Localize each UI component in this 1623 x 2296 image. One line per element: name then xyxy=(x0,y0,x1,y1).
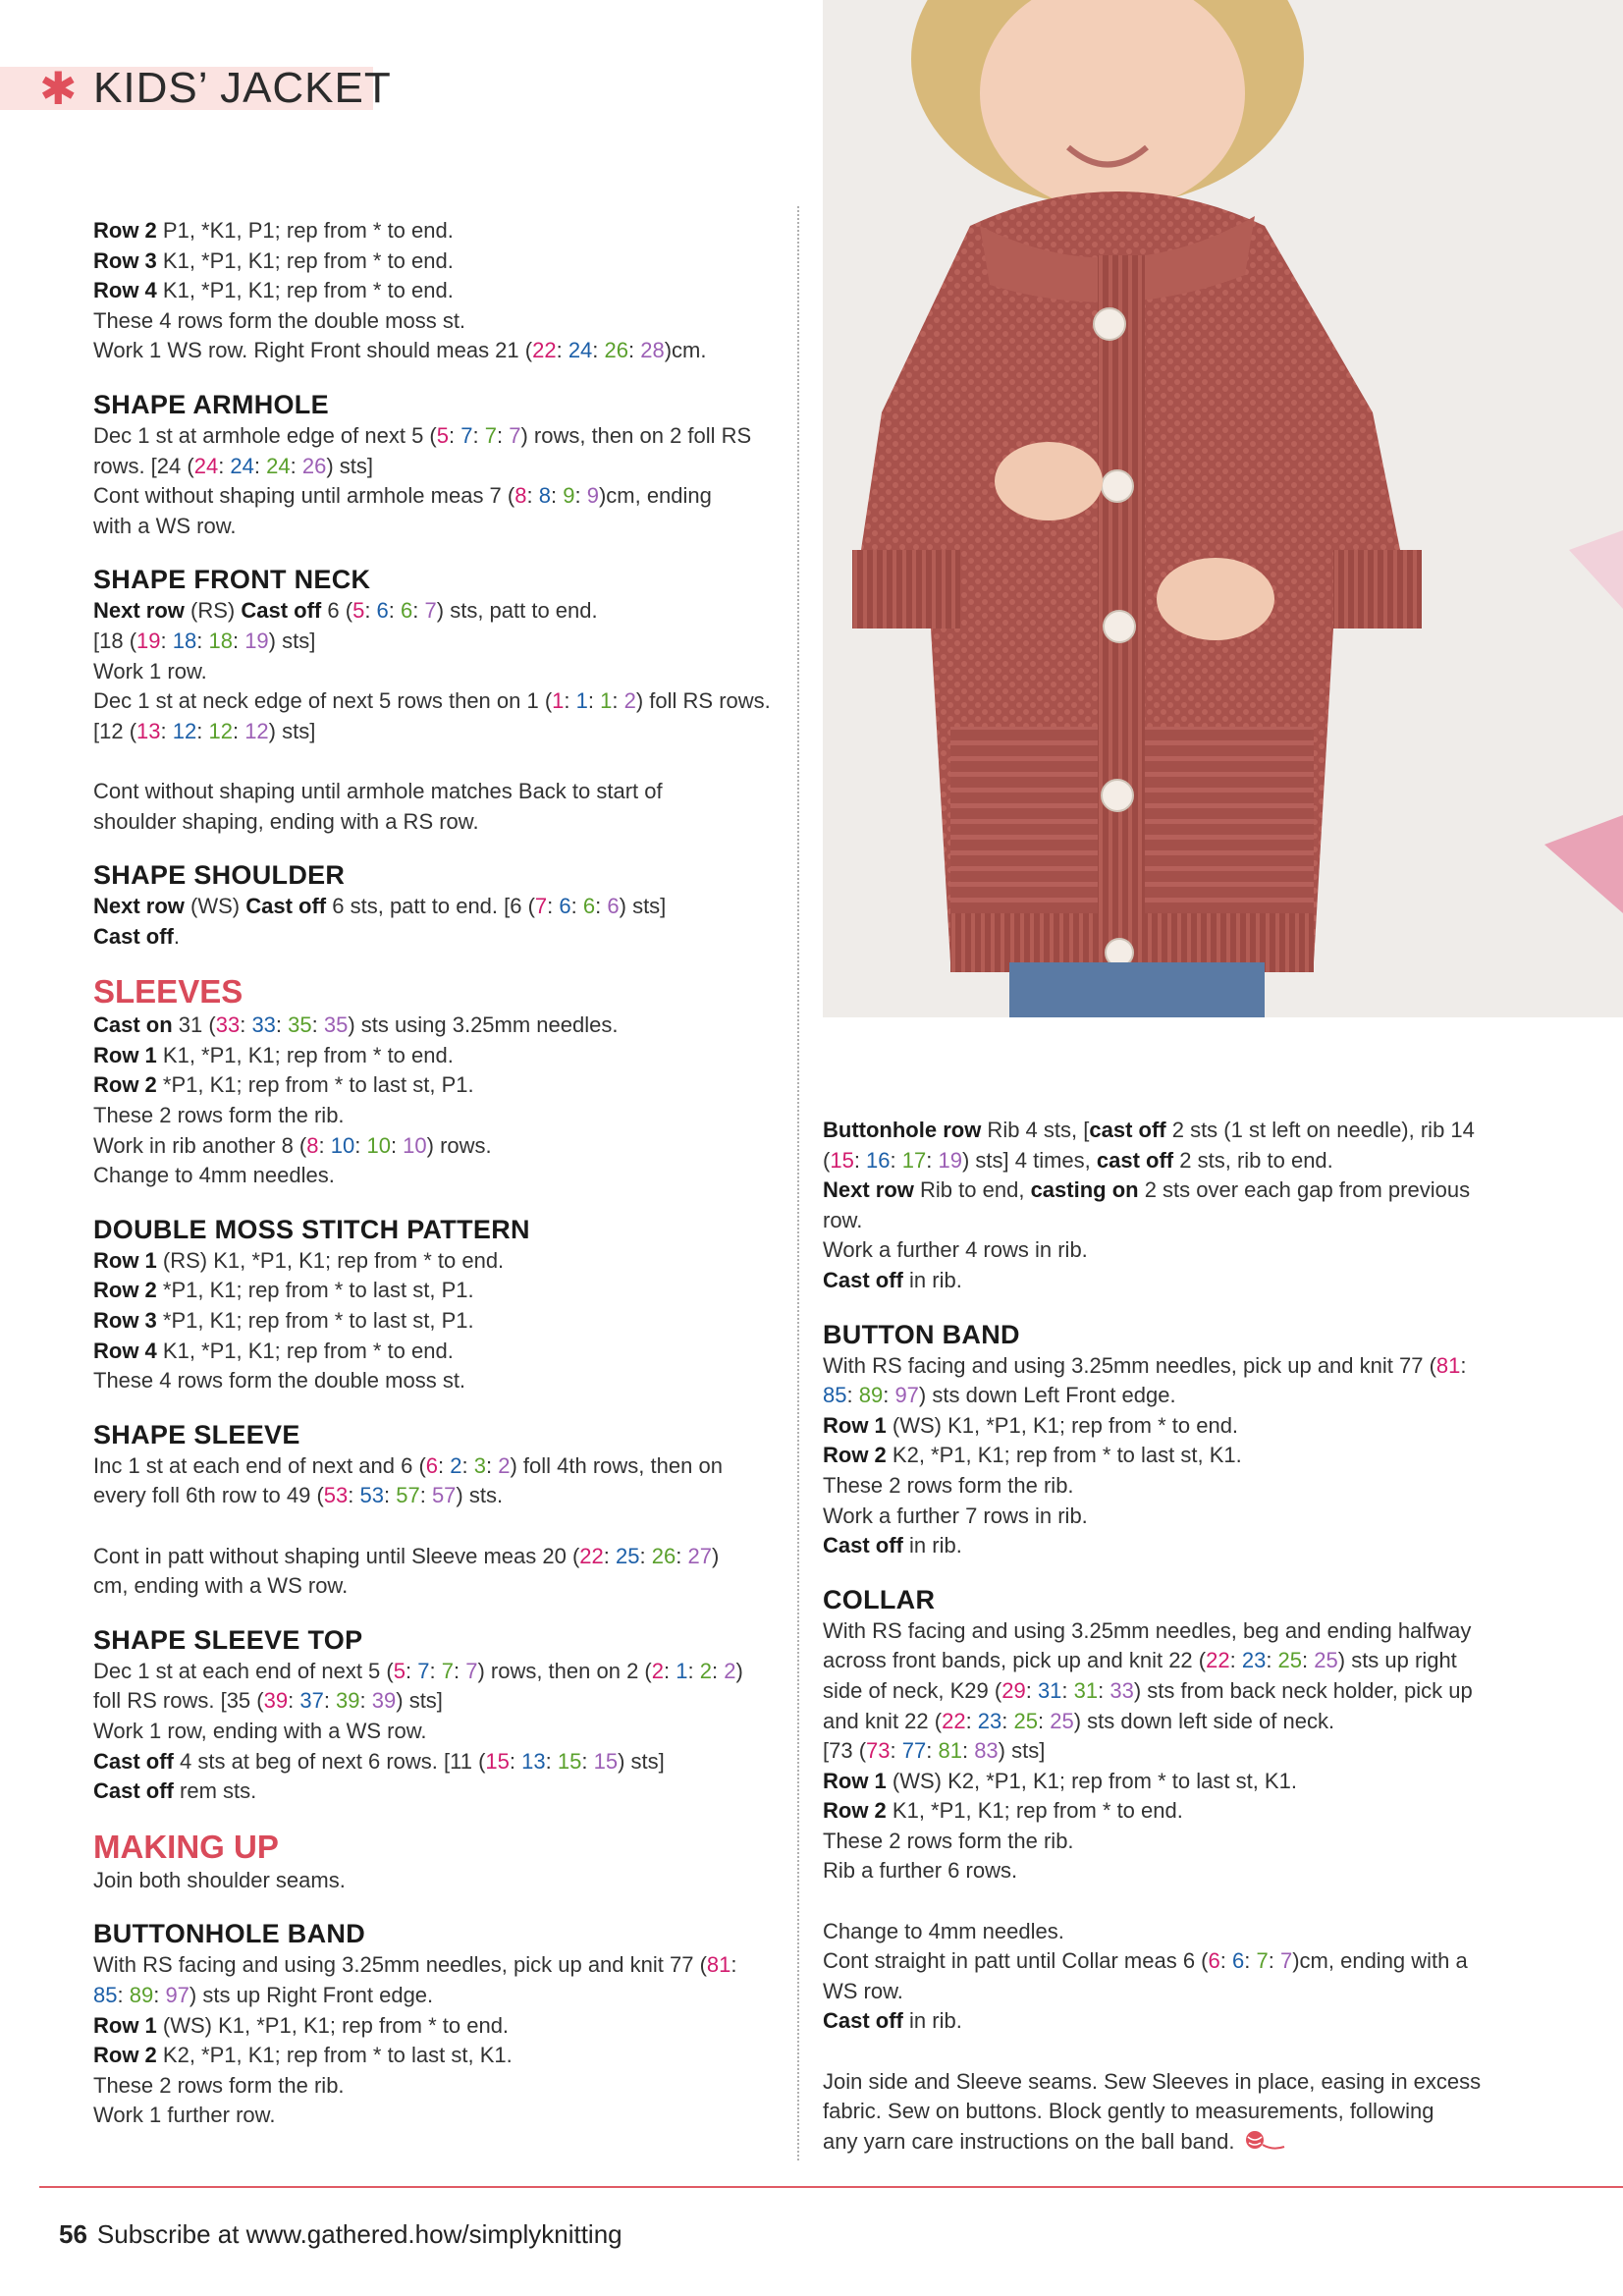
text-line: across front bands, pick up and knit 22 (22: 23: 25: 25) sts up right xyxy=(823,1648,1457,1673)
text-line: Row 1 (WS) K1, *P1, K1; rep from * to end. xyxy=(93,2012,510,2038)
section-heading: MAKING UP xyxy=(93,1828,279,1865)
text-line: Cast off in rib. xyxy=(823,1533,962,1558)
page-number: 56 xyxy=(59,2219,87,2249)
shape-sleeve-top-section xyxy=(93,1623,781,1807)
section-heading: SHAPE SLEEVE TOP xyxy=(93,1624,363,1655)
sleeves-section xyxy=(93,973,781,1191)
child-jacket-photo xyxy=(823,0,1623,1017)
text-line: These 4 rows form the double moss st. xyxy=(93,307,466,333)
text-line: Change to 4mm needles. xyxy=(823,1918,1064,1943)
text-line: With RS facing and using 3.25mm needles, beg and ending halfway xyxy=(823,1617,1472,1643)
button-band-section xyxy=(823,1318,1598,1561)
text-line: [12 (13: 12: 12: 12) sts] xyxy=(93,718,316,743)
text-line: (15: 16: 17: 19) sts] 4 times, cast off 2 sts, rib to end. xyxy=(823,1147,1333,1173)
text-line: Row 2 P1, *K1, P1; rep from * to end. xyxy=(93,218,454,243)
text-line: These 2 rows form the rib. xyxy=(93,1103,345,1128)
text-line: Row 2 K2, *P1, K1; rep from * to last st, K1. xyxy=(823,1443,1242,1468)
double-moss-section xyxy=(93,1213,781,1396)
text-line: Row 4 K1, *P1, K1; rep from * to end. xyxy=(93,278,454,303)
text-line: Next row (WS) Cast off 6 sts, patt to end. [6 (7: 6: 6: 6) sts] xyxy=(93,894,667,919)
shape-front-neck-section xyxy=(93,563,781,837)
text-line: Row 3 K1, *P1, K1; rep from * to end. xyxy=(93,247,454,273)
asterisk-icon: ✱ xyxy=(39,63,78,114)
text-line: Cont in patt without shaping until Sleeve meas 20 (22: 25: 26: 27) xyxy=(93,1543,720,1568)
text-line: Buttonhole row Rib 4 sts, [cast off 2 sts (1 st left on needle), rib 14 xyxy=(823,1118,1475,1142)
text-line: Cast off. xyxy=(93,923,181,949)
section-heading: DOUBLE MOSS STITCH PATTERN xyxy=(93,1214,530,1244)
text-line: Row 2 *P1, K1; rep from * to last st, P1. xyxy=(93,1278,474,1303)
text-line: Work 1 row, ending with a WS row. xyxy=(93,1718,427,1743)
text-line: Row 2 K1, *P1, K1; rep from * to end. xyxy=(823,1798,1183,1824)
text-line: Work a further 7 rows in rib. xyxy=(823,1503,1088,1528)
section-heading: SHAPE FRONT NECK xyxy=(93,565,371,595)
text-line: Dec 1 st at armhole edge of next 5 (5: 7: 7: 7) rows, then on 2 foll RS xyxy=(93,422,752,448)
text-line: Row 2 *P1, K1; rep from * to last st, P1. xyxy=(93,1072,474,1098)
text-line: Inc 1 st at each end of next and 6 (6: 2: 3: 2) foll 4th rows, then on xyxy=(93,1452,723,1478)
text-line: Row 1 K1, *P1, K1; rep from * to end. xyxy=(93,1042,454,1067)
text-line: any yarn care instructions on the ball band. xyxy=(823,2127,1598,2158)
text-line: shoulder shaping, ending with a RS row. xyxy=(93,808,479,834)
shape-sleeve-section xyxy=(93,1418,781,1602)
yarn-ball-icon xyxy=(1245,2129,1286,2153)
shape-shoulder-section xyxy=(93,858,781,952)
text-line: Row 3 *P1, K1; rep from * to last st, P1. xyxy=(93,1308,474,1334)
section-heading: SLEEVES xyxy=(93,973,243,1011)
text-line: These 2 rows form the rib. xyxy=(823,1472,1074,1498)
text-line: Next row (RS) Cast off 6 (5: 6: 6: 7) sts, patt to end. xyxy=(93,598,598,624)
text-line: Dec 1 st at each end of next 5 (5: 7: 7: 7) rows, then on 2 (2: 1: 2: 2) xyxy=(93,1658,743,1683)
left-column xyxy=(93,216,781,2131)
section-heading: SHAPE SLEEVE xyxy=(93,1419,300,1449)
text-line: Join side and Sleeve seams. Sew Sleeves in place, easing in excess xyxy=(823,2068,1482,2094)
subscribe-text: Subscribe at www.gathered.how/simplyknitting xyxy=(96,2219,622,2249)
footer-rule xyxy=(39,2186,1623,2188)
text-line: Dec 1 st at neck edge of next 5 rows then on 1 (1: 1: 1: 2) foll RS rows. xyxy=(93,688,771,714)
text-line: cm, ending with a WS row. xyxy=(93,1573,349,1599)
text-line: 85: 89: 97) sts down Left Front edge. xyxy=(823,1383,1176,1408)
text-line: [73 (73: 77: 81: 83) sts] xyxy=(823,1738,1046,1764)
text-line: Row 1 (RS) K1, *P1, K1; rep from * to end. xyxy=(93,1247,505,1273)
text-line: Change to 4mm needles. xyxy=(93,1163,335,1188)
text-line: These 2 rows form the rib. xyxy=(93,2072,345,2098)
text-line: Cast off in rib. xyxy=(823,1267,962,1292)
section-heading: BUTTON BAND xyxy=(823,1319,1020,1349)
text-line: row. xyxy=(823,1207,863,1232)
text-line: Next row Rib to end, casting on 2 sts over each gap from previous xyxy=(823,1177,1471,1203)
text-line: With RS facing and using 3.25mm needles, pick up and knit 77 (81: xyxy=(823,1352,1467,1378)
text-line: Work 1 WS row. Right Front should meas 21 (22: 24: 26: 28)cm. xyxy=(93,338,707,363)
collar-section xyxy=(823,1583,1598,2158)
making-up-section xyxy=(93,1829,781,1896)
text-line: rows. [24 (24: 24: 24: 26) sts] xyxy=(93,453,374,478)
text-line: Row 1 (WS) K2, *P1, K1; rep from * to last st, K1. xyxy=(823,1768,1297,1793)
column-divider xyxy=(797,206,799,2160)
text-line: Cont without shaping until armhole meas 7 (8: 8: 9: 9)cm, ending xyxy=(93,483,712,509)
text-line: Work a further 4 rows in rib. xyxy=(823,1237,1088,1263)
text-line: Cast on 31 (33: 33: 35: 35) sts using 3.25mm needles. xyxy=(93,1012,619,1038)
buttonhole-band-section xyxy=(93,1917,781,2131)
section-heading: COLLAR xyxy=(823,1584,936,1614)
text-line: Cont straight in patt until Collar meas 6 (6: 6: 7: 7)cm, ending with a xyxy=(823,1948,1468,1974)
buttonhole-row-section xyxy=(823,1116,1598,1296)
text-line: Rib a further 6 rows. xyxy=(823,1858,1018,1884)
text-line: Work 1 row. xyxy=(93,658,207,683)
text-line: Work 1 further row. xyxy=(93,2103,276,2128)
text-line: 85: 89: 97) sts up Right Front edge. xyxy=(93,1982,434,2007)
text-line: WS row. xyxy=(823,1978,903,2003)
footer xyxy=(59,2219,622,2250)
text-line: [18 (19: 18: 18: 19) sts] xyxy=(93,628,316,653)
text-line: side of neck, K29 (29: 31: 31: 33) sts from back neck holder, pick up xyxy=(823,1677,1473,1703)
text-line: Row 1 (WS) K1, *P1, K1; rep from * to end. xyxy=(823,1412,1239,1438)
text-line: With RS facing and using 3.25mm needles, pick up and knit 77 (81: xyxy=(93,1952,737,1978)
text-line: Cont without shaping until armhole matches Back to start of xyxy=(93,778,663,803)
section-heading: BUTTONHOLE BAND xyxy=(93,1919,365,1949)
section-heading: SHAPE SHOULDER xyxy=(93,860,346,891)
intro-section xyxy=(93,216,781,366)
text-line: These 4 rows form the double moss st. xyxy=(93,1368,466,1394)
right-column xyxy=(823,1116,1598,2157)
text-line: fabric. Sew on buttons. Block gently to measurements, following xyxy=(823,2099,1434,2124)
text-line: foll RS rows. [35 (39: 37: 39: 39) sts] xyxy=(93,1688,443,1714)
shape-armhole-section xyxy=(93,388,781,541)
text-line: every foll 6th row to 49 (53: 53: 57: 57) sts. xyxy=(93,1483,504,1508)
text-line: Row 2 K2, *P1, K1; rep from * to last st, K1. xyxy=(93,2043,513,2068)
text-line: Cast off rem sts. xyxy=(93,1778,257,1804)
text-line: Join both shoulder seams. xyxy=(93,1867,346,1892)
section-heading: SHAPE ARMHOLE xyxy=(93,389,329,419)
page-title: KIDS’ JACKET xyxy=(93,64,392,112)
text-line: Cast off 4 sts at beg of next 6 rows. [11 (15: 13: 15: 15) sts] xyxy=(93,1748,665,1774)
text-line: Cast off in rib. xyxy=(823,2008,962,2034)
text-line: Row 4 K1, *P1, K1; rep from * to end. xyxy=(93,1338,454,1363)
text-line: with a WS row. xyxy=(93,513,237,538)
text-line: and knit 22 (22: 23: 25: 25) sts down left side of neck. xyxy=(823,1708,1335,1733)
text-line: Work in rib another 8 (8: 10: 10: 10) rows. xyxy=(93,1132,492,1158)
text-line: These 2 rows form the rib. xyxy=(823,1828,1074,1853)
